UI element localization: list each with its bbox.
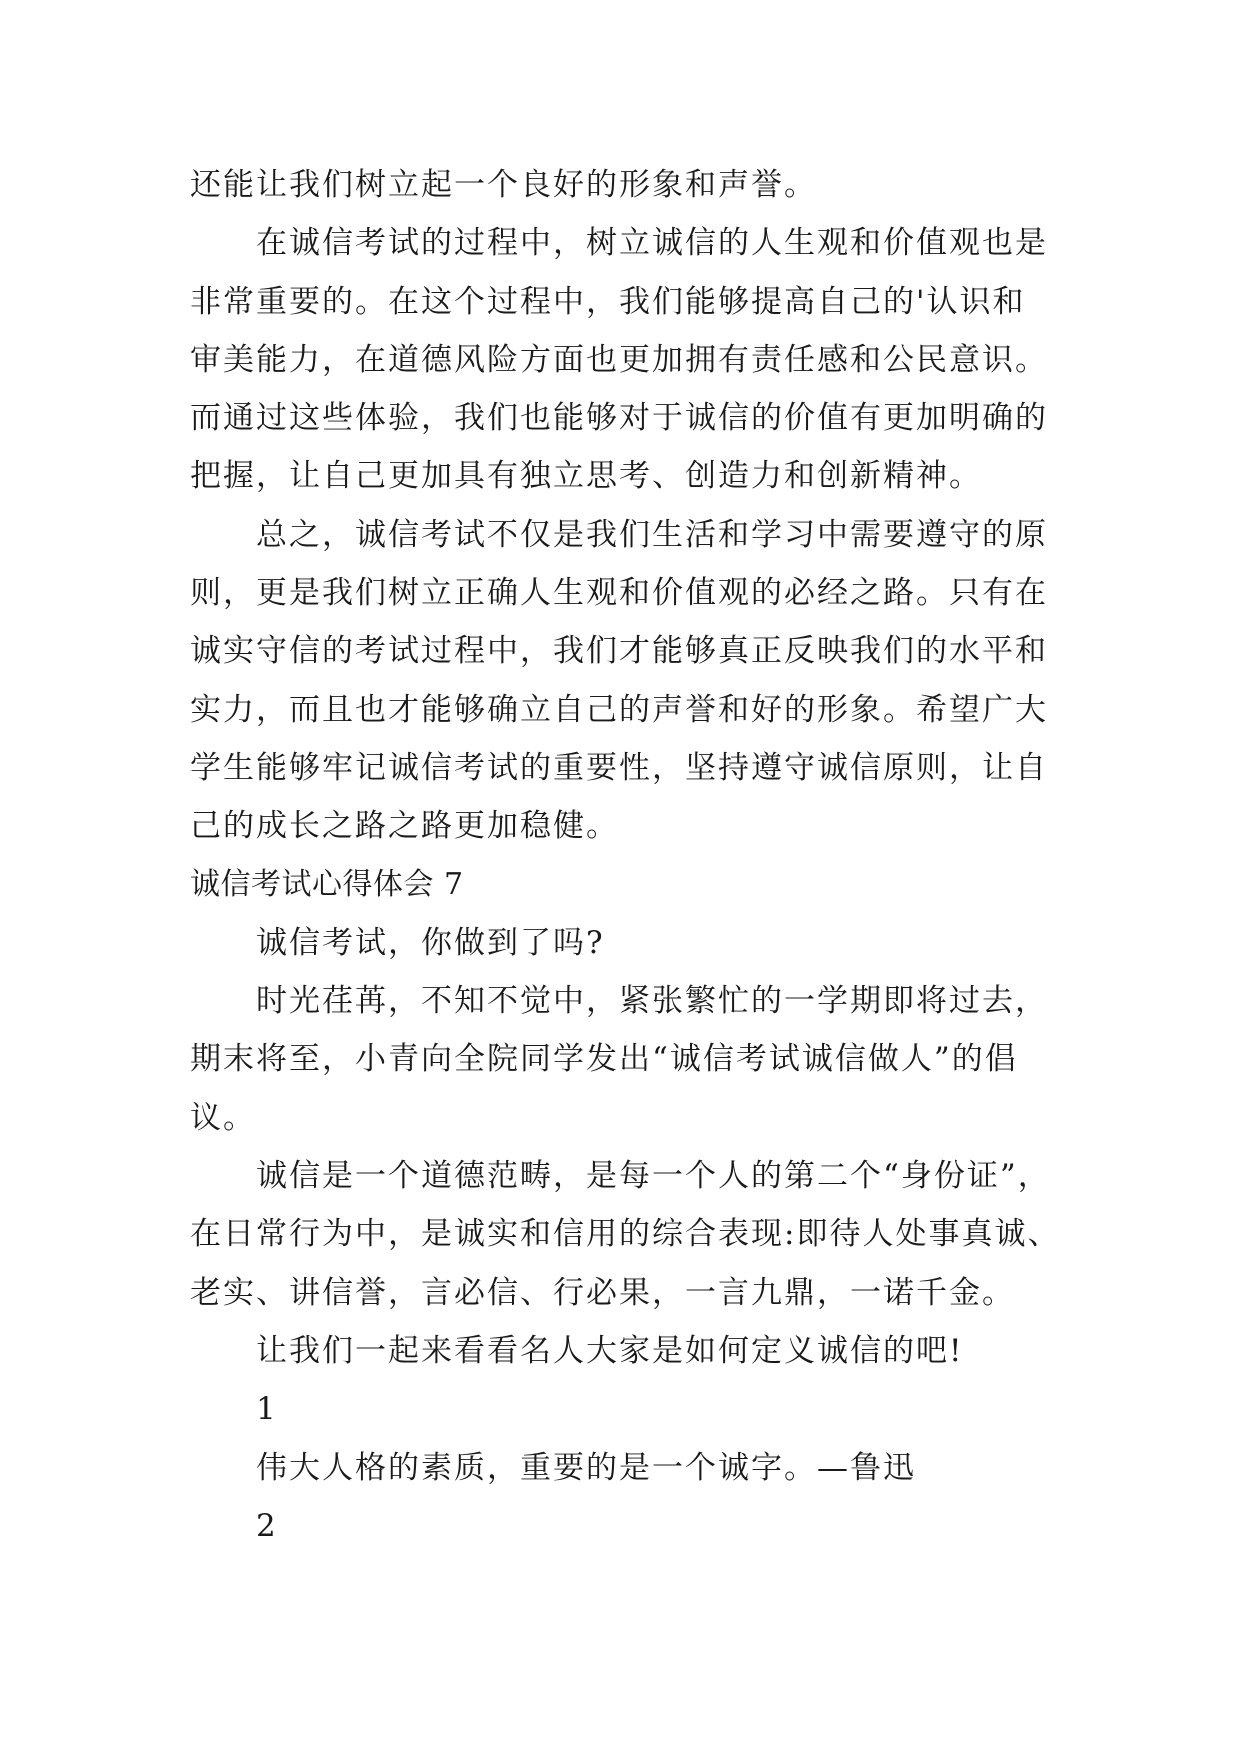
section-heading: 诚信考试心得体会 7 [190, 866, 464, 902]
text-line: 在日常行为中，是诚实和信用的综合表现:即待人处事真诚、 [190, 1216, 1061, 1253]
text-line: 议。 [190, 1099, 256, 1136]
text-line: 老实、讲信誉，言必信、行必果，一言九鼎，一诺千金。 [190, 1274, 1015, 1311]
text-line: 己的成长之路之路更加稳健。 [190, 808, 619, 845]
body-text [190, 156, 1060, 1555]
text-line: 2 [256, 1507, 278, 1544]
text-line: 诚信考试，你做到了吗? [256, 924, 605, 961]
text-line: 而通过这些体验，我们也能够对于诚信的价值有更加明确的 [190, 400, 1048, 437]
text-line: 时光荏苒，不知不觉中，紧张繁忙的一学期即将过去， [256, 983, 1048, 1020]
text-line: 1 [256, 1391, 278, 1428]
text-line: 总之，诚信考试不仅是我们生活和学习中需要遵守的原 [256, 516, 1048, 553]
text-line: 还能让我们树立起一个良好的形象和声誉。 [190, 167, 817, 203]
text-line: 把握，让自己更加具有独立思考、创造力和创新精神。 [190, 458, 982, 495]
text-line: 诚信是一个道德范畴，是每一个人的第二个“身份证”， [256, 1158, 1051, 1195]
text-line: 学生能够牢记诚信考试的重要性，坚持遵守诚信原则，让自 [190, 749, 1048, 786]
text-line: 期末将至，小青向全院同学发出“诚信考试诚信做人”的倡 [190, 1041, 1018, 1078]
text-line: 伟大人格的素质，重要的是一个诚字。—鲁迅 [256, 1449, 916, 1486]
text-line: 非常重要的。在这个过程中，我们能够提高自己的'认识和 [190, 283, 1026, 320]
text-line: 则，更是我们树立正确人生观和价值观的必经之路。只有在 [190, 575, 1048, 612]
text-line: 实力，而且也才能够确立自己的声誉和好的形象。希望广大 [190, 691, 1048, 728]
text-line: 让我们一起来看看名人大家是如何定义诚信的吧! [256, 1332, 964, 1369]
text-line: 诚实守信的考试过程中，我们才能够真正反映我们的水平和 [190, 633, 1048, 670]
text-line: 在诚信考试的过程中，树立诚信的人生观和价值观也是 [256, 225, 1048, 262]
text-line: 审美能力，在道德风险方面也更加拥有责任感和公民意识。 [190, 341, 1048, 378]
